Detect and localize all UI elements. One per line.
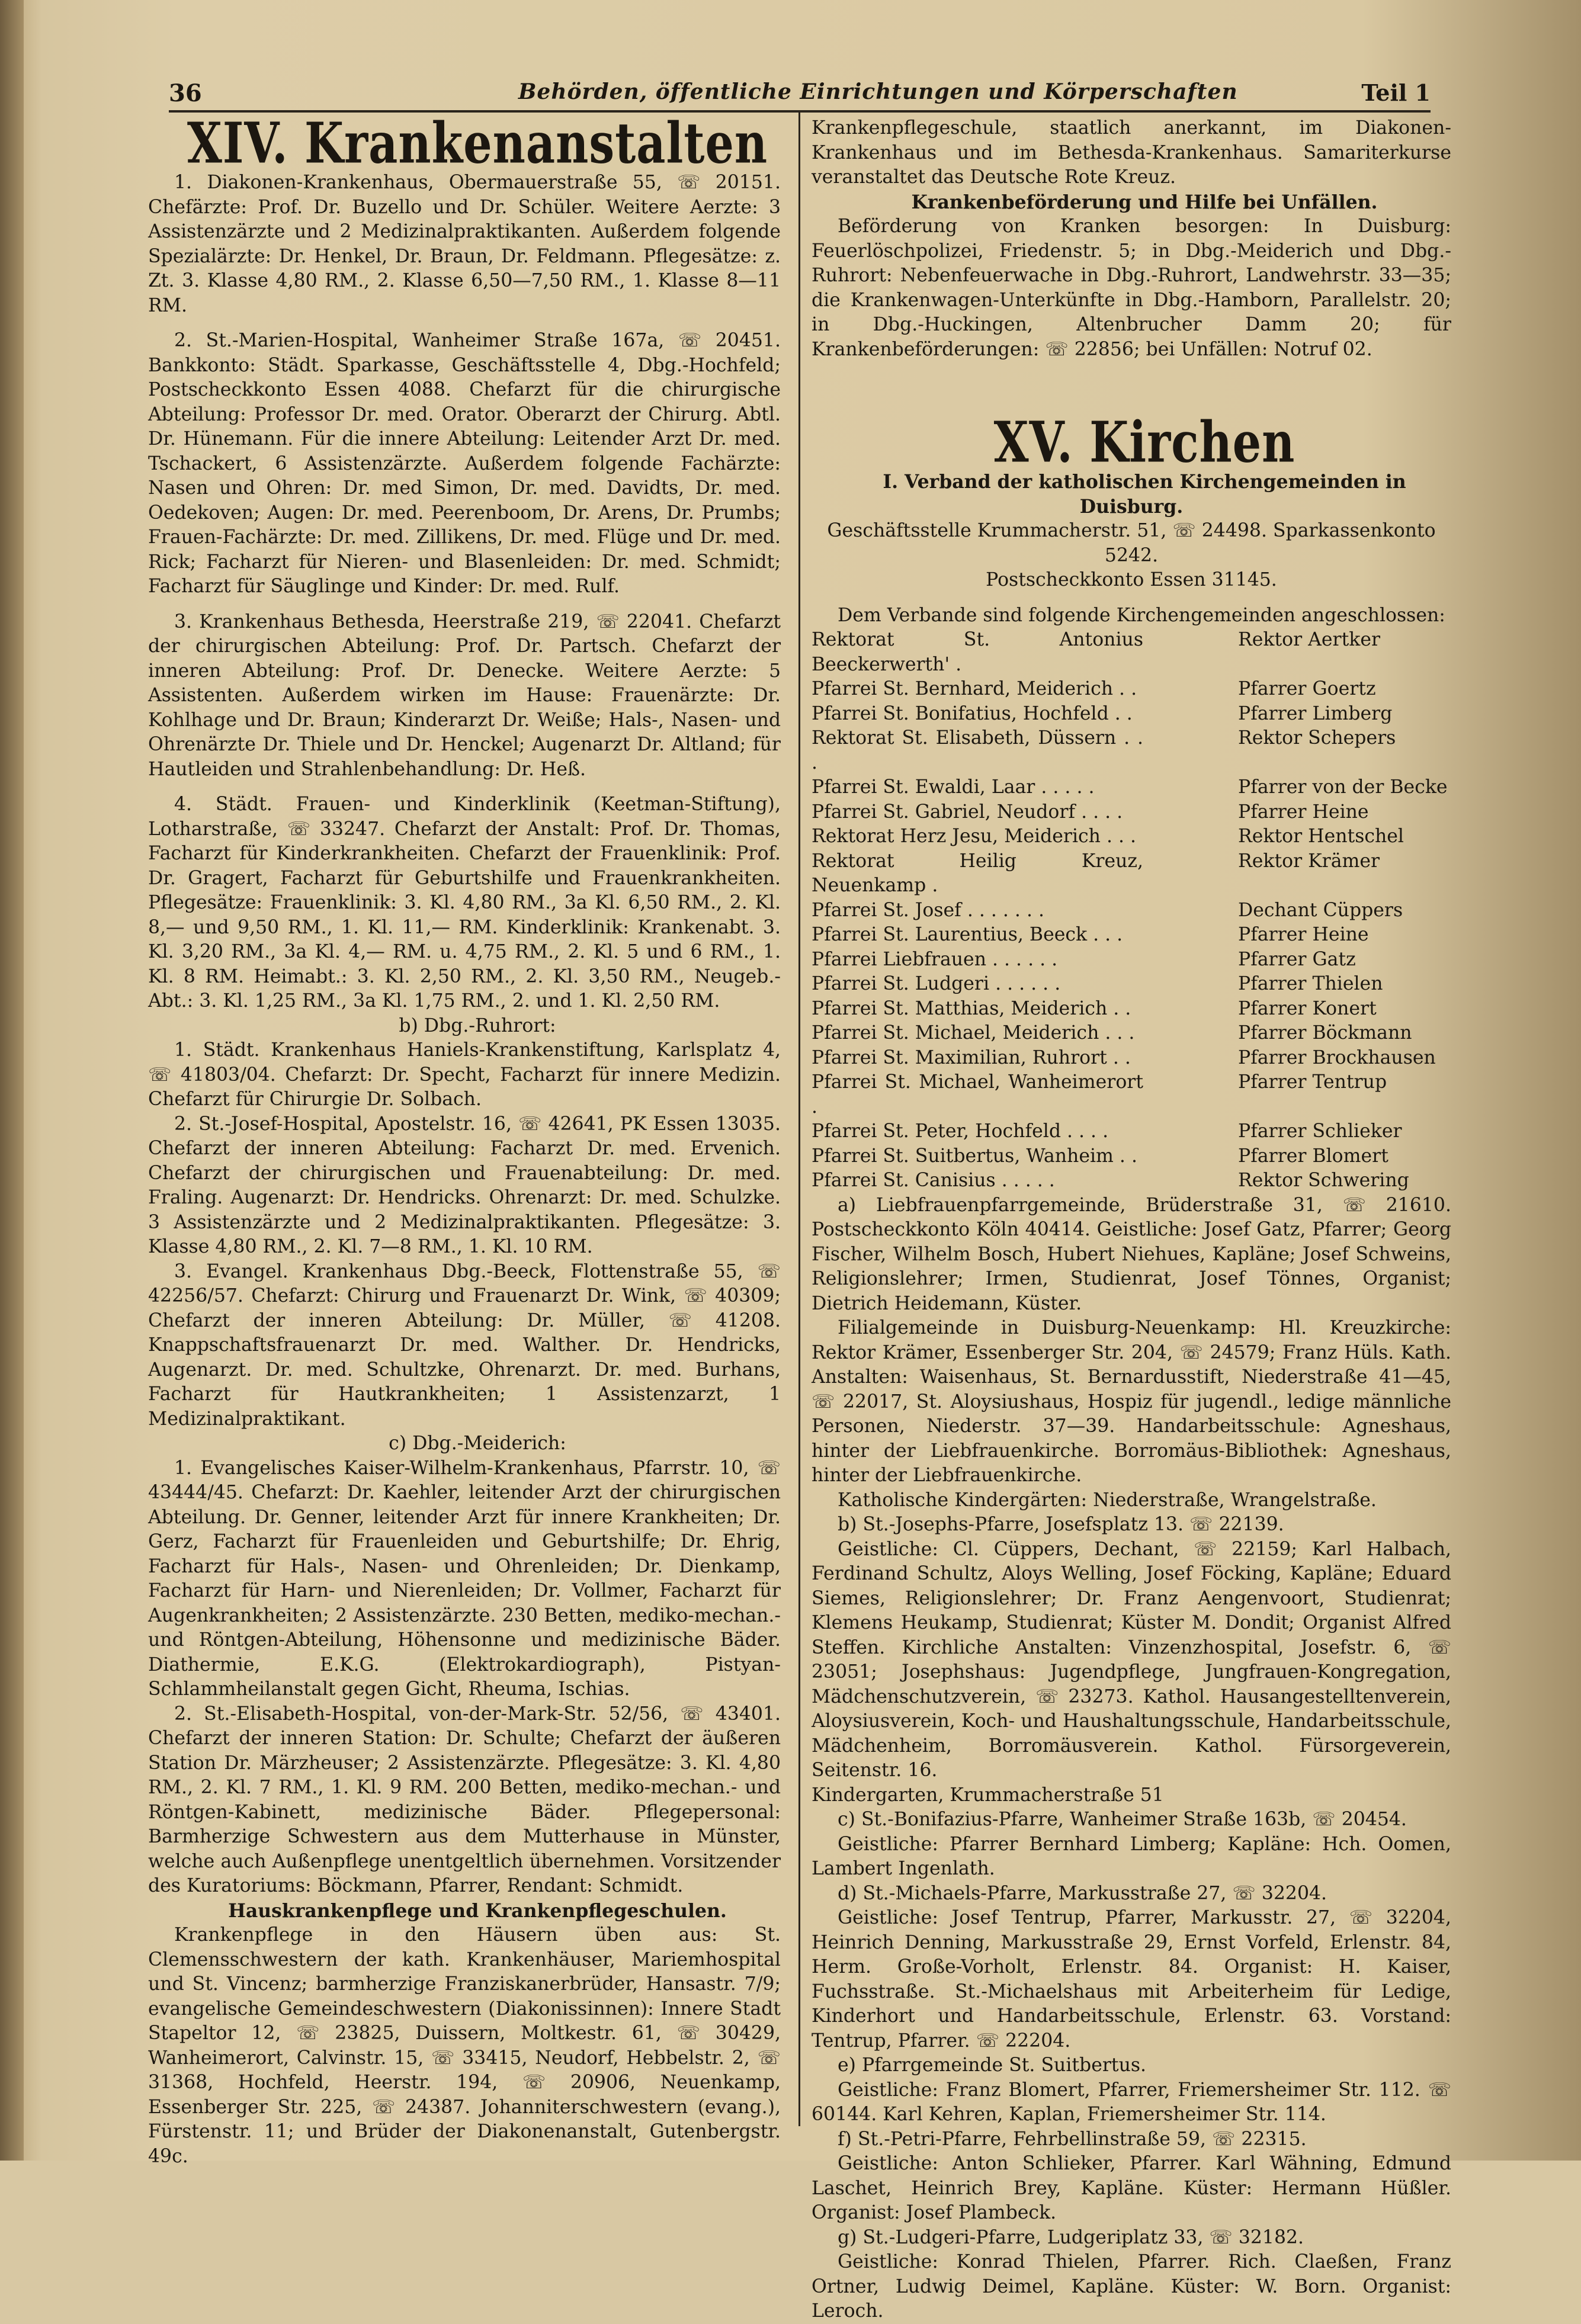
paragraph: Krankenpflegeschule, staatlich anerkannt, im Diakonen-Krankenhaus und im Bethesda-Krankenhaus. Samariterkurse veranstaltet das Deutsche Rote Kreuz.	[812, 117, 1451, 188]
parish-head: Rektor Schwering	[1238, 1170, 1409, 1191]
paragraph: 3. Krankenhaus Bethesda, Heerstraße 219, ☏ 22041. Chefarzt der chirurgischen Abteilung: Prof. Dr. Partsch. Chefarzt der inneren Abteilung: Prof. Dr. Denecke. Weitere Aerzte: 5 Assistenten. Außerdem wirken im Hause: Frauenärzte: Dr. Kohlhage und Dr. Braun; Kinderarzt Dr. Weiße; Hals-, Nasen- und Ohrenärzte Dr. Thiele und Dr. Henckel; Augenarzt Dr. Altland; für Hautleiden und Strahlenbehandlung: Dr. Heß.	[148, 611, 781, 780]
parish-head: Pfarrer Goertz	[1238, 678, 1376, 699]
parish-name: Pfarrei St. Bonifatius, Hochfeld . .	[812, 702, 1133, 724]
paragraph: 1. Evangelisches Kaiser-Wilhelm-Krankenhaus, Pfarrstr. 10, ☏ 43444/45. Chefarzt: Dr. Kaehler, leitender Arzt der chirurgischen Abteilung. Dr. Genner, leitender Arzt für innere Krankheiten; Dr. Gerz, Facharzt für Frauenleiden und Geburtshilfe; Dr. Ehrig, Facharzt für Hals-, Nasen- und Ohrenleiden; Dr. Dienkamp, Facharzt für Harn- und Nierenleiden; Dr. Vollmer, Facharzt für Augenkrankheiten; 2 Assistenzärzte. 230 Betten, mediko-mechan.- und Röntgen-Abteilung, Höhensonne und medizinische Bäder. Diathermie, E.K.G. (Elektrokardiograph), Pistyan-Schlammheilanstalt gegen Gicht, Rheuma, Ischias.	[148, 1457, 781, 1700]
parish-name: Pfarrei St. Canisius . . . . .	[812, 1170, 1055, 1191]
section-heading-churches: XV. Kirchen	[993, 409, 1295, 475]
subsection-heading: Hauskrankenpflege und Krankenpflegeschulen.	[228, 1899, 727, 1922]
page-number: 36	[169, 79, 202, 107]
parish-name: Rektorat St. Antonius Beeckerwerth' .	[812, 629, 1143, 675]
parish-name: Rektorat Heilig Kreuz, Neuenkamp .	[812, 850, 1143, 896]
parish-row	[812, 1021, 1451, 1046]
running-title: Behörden, öffentliche Einrichtungen und Körperschaften	[518, 79, 1238, 104]
parish-row	[812, 702, 1451, 727]
paragraph: a) Liebfrauenpfarrgemeinde, Brüderstraße 31, ☏ 21610. Postscheckkonto Köln 40414. Geistliche: Josef Gatz, Pfarrer; Georg Fischer, Wilhelm Bosch, Hubert Niehues, Kapläne; Josef Schweins, Religionslehrer; Irmen, Studienrat, Josef Tönnes, Organist; Dietrich Heidemann, Küster.	[812, 1194, 1451, 1314]
paragraph: Krankenpflege in den Häusern üben aus: St. Clemensschwestern der kath. Krankenhäuser, Mariemhospital und St. Vincenz; barmherzige Franziskanerbrüder, Hansastr. 7/9; evangelische Gemeindeschwestern (Diakonissinnen): Innere Stadt Stapeltor 12, ☏ 23825, Duissern, Moltkestr. 61, ☏ 30429, Wanheimerort, Calvinstr. 15, ☏ 33415, Neudorf, Hebbelstr. 2, ☏ 31368, Hochfeld, Heerstr. 194, ☏ 20906, Neuenkamp, Essenberger Str. 225, ☏ 24387. Johanniterschwestern (evang.), Fürstenstr. 11; und Brüder der Diakonenanstalt, Gutenbergstr. 49c.	[148, 1924, 781, 2167]
paragraph: Kindergarten, Krummacherstraße 51	[812, 1784, 1164, 1806]
parish-head: Rektor Krämer	[1238, 850, 1380, 872]
parish-row	[812, 923, 1451, 948]
paragraph: Geistliche: Cl. Cüppers, Dechant, ☏ 22159; Karl Halbach, Ferdinand Schultz, Aloys Welling, Josef Föcking, Kapläne; Eduard Siemes, Religionslehrer; Dr. Franz Aengenvoort, Studienrat; Klemens Heukamp, Studienrat; Küster M. Dondit; Organist Alfred Steffen. Kirchliche Anstalten: Vinzenzhospital, Josefstr. 6, ☏ 23051; Josephshaus: Jugendpflege, Jungfrauen-Kongregation, Mädchenschutzverein, ☏ 23273. Kathol. Hausangestelltenverein, Aloysiusverein, Koch- und Haushaltungsschule, Handarbeitsschule, Mädchenheim, Borromäusverein. Kathol. Fürsorgeverein, Seitenstr. 16.	[812, 1538, 1451, 1781]
left-column	[148, 110, 781, 2169]
parish-row	[812, 800, 1451, 825]
parish-name: Pfarrei St. Gabriel, Neudorf . . . .	[812, 801, 1123, 823]
parish-head: Pfarrer Tentrup	[1238, 1071, 1387, 1093]
parish-name: Pfarrei St. Ewaldi, Laar . . . . .	[812, 776, 1095, 798]
parish-head: Pfarrer Böckmann	[1238, 1022, 1412, 1044]
parish-row	[812, 628, 1451, 677]
paragraph: Geistliche: Anton Schlieker, Pfarrer. Karl Wähning, Edmund Laschet, Heinrich Brey, Kapläne. Küster: Hermann Hüßler. Organist: Josef Plambeck.	[812, 2153, 1451, 2223]
parish-list	[812, 628, 1451, 1193]
parish-row	[812, 948, 1451, 972]
office-line: Geschäftsstelle Krummacherstr. 51, ☏ 24498. Sparkassenkonto 5242.	[827, 520, 1436, 566]
paragraph: Filialgemeinde in Duisburg-Neuenkamp: Hl. Kreuzkirche: Rektor Krämer, Essenberger Str. 204, ☏ 24579; Franz Hüls. Kath. Anstalten: Waisenhaus, St. Bernardusstift, Niederstraße 41—45, ☏ 22017, St. Aloysiushaus, Hospiz für jugendl., ledige männliche Personen, Niederstr. 37—39. Handarbeitsschule: Agneshaus, hinter der Liebfrauenkirche. Borromäus-Bibliothek: Agneshaus, hinter der Liebfrauenkirche.	[812, 1317, 1451, 1486]
paragraph: 2. St.-Elisabeth-Hospital, von-der-Mark-Str. 52/56, ☏ 43401. Chefarzt der inneren Station: Dr. Schulte; Chefarzt der äußeren Station Dr. Märzheuser; 2 Assistenzärzte. Pflegesätze: 3. Kl. 4,80 RM., 2. Kl. 7 RM., 1. Kl. 9 RM. 200 Betten, mediko-mechan.- und Röntgen-Kabinett, medizinische Bäder. Pflegepersonal: Barmherzige Schwestern aus dem Mutterhause in Münster, welche auch Außenpflege unentgeltlich übernehmen. Vorsitzender des Kuratoriums: Böckmann, Pfarrer, Rendant: Schmidt.	[148, 1703, 781, 1896]
parish-head: Pfarrer Schlieker	[1238, 1121, 1402, 1142]
parish-name: Pfarrei St. Suitbertus, Wanheim . .	[812, 1145, 1137, 1167]
paragraph: 1. Diakonen-Krankenhaus, Obermauerstraße 55, ☏ 20151. Chefärzte: Prof. Dr. Buzello und Dr. Schüler. Weitere Aerzte: 3 Assistenzärzte und 2 Medizinalpraktikanten. Außerdem folgende Spezialärzte: Dr. Henkel, Dr. Braun, Dr. Feldmann. Pflegesätze: z. Zt. 3. Klasse 4,80 RM., 2. Klasse 6,50—7,50 RM., 1. Klasse 8—11 RM.	[148, 172, 781, 316]
parish-head: Pfarrer Limberg	[1238, 702, 1393, 724]
subsection-heading: b) Dbg.-Ruhrort:	[399, 1015, 556, 1036]
office-line: Postscheckkonto Essen 31145.	[986, 569, 1277, 590]
parish-row	[812, 972, 1451, 997]
subsection-heading: I. Verband der katholischen Kirchengemeinden in Duisburg.	[883, 471, 1406, 518]
paragraph: Geistliche: Franz Blomert, Pfarrer, Friemersheimer Str. 112. ☏ 60144. Karl Kehren, Kaplan, Friemersheimer Str. 114.	[812, 2079, 1451, 2125]
paragraph: Dem Verbande sind folgende Kirchengemeinden angeschlossen:	[838, 604, 1445, 626]
parish-head: Rektor Hentschel	[1238, 826, 1404, 847]
parish-row	[812, 1070, 1451, 1119]
parish-name: Pfarrei St. Matthias, Meiderich . .	[812, 997, 1131, 1019]
parish-row	[812, 677, 1451, 702]
parish-row	[812, 775, 1451, 800]
parish-row	[812, 849, 1451, 898]
parish-name: Pfarrei St. Ludgeri . . . . . .	[812, 973, 1061, 994]
paragraph: Katholische Kindergärten: Niederstraße, Wrangelstraße.	[838, 1489, 1377, 1511]
parish-head: Rektor Schepers	[1238, 727, 1396, 749]
parish-row	[812, 726, 1451, 775]
subsection-heading: Krankenbeförderung und Hilfe bei Unfällen.	[911, 191, 1378, 213]
paragraph: 3. Evangel. Krankenhaus Dbg.-Beeck, Flottenstraße 55, ☏ 42256/57. Chefarzt: Chirurg und Frauenarzt Dr. Wink, ☏ 40309; Chefarzt der inneren Abteilung: Dr. Müller, ☏ 41208. Knappschaftsfrauenarzt Dr. med. Walther. Dr. Hendricks, Augenarzt. Dr. med. Schultzke, Ohrenarzt. Dr. med. Burhans, Facharzt für Hautkrankheiten; 1 Assistenzarzt, 1 Medizinalpraktikant.	[148, 1260, 781, 1430]
parish-name: Pfarrei St. Maximilian, Ruhrort . .	[812, 1047, 1131, 1068]
parish-row	[812, 898, 1451, 923]
parish-name: Rektorat St. Elisabeth, Düssern . . .	[812, 727, 1143, 773]
page-header	[169, 76, 1431, 113]
parish-head: Pfarrer Brockhausen	[1238, 1047, 1436, 1068]
section-heading-hospitals: XIV. Krankenanstalten	[187, 110, 768, 176]
page-binding-edge	[0, 0, 24, 2161]
parish-row	[812, 1046, 1451, 1071]
part-label: Teil 1	[1361, 79, 1431, 106]
parish-head: Pfarrer Heine	[1238, 801, 1369, 823]
parish-head: Rektor Aertker	[1238, 629, 1381, 650]
paragraph: g) St.-Ludgeri-Pfarre, Ludgeriplatz 33, ☏ 32182.	[838, 2226, 1304, 2248]
parish-row	[812, 1119, 1451, 1144]
paragraph: e) Pfarrgemeinde St. Suitbertus.	[838, 2055, 1147, 2076]
column-divider	[798, 113, 800, 2126]
parish-name: Pfarrei St. Josef . . . . . . .	[812, 899, 1044, 921]
paragraph: d) St.-Michaels-Pfarre, Markusstraße 27, ☏ 32204.	[838, 1882, 1327, 1904]
parish-name: Pfarrei St. Michael, Meiderich . . .	[812, 1022, 1135, 1044]
paragraph: Geistliche: Konrad Thielen, Pfarrer. Rich. Claeßen, Franz Ortner, Ludwig Deimel, Kapläne. Küster: W. Born. Organist: Leroch.	[812, 2251, 1451, 2322]
parish-name: Pfarrei St. Peter, Hochfeld . . . .	[812, 1121, 1109, 1142]
parish-head: Pfarrer Thielen	[1238, 973, 1383, 994]
parish-head: Pfarrer Konert	[1238, 997, 1377, 1019]
paragraph: Beförderung von Kranken besorgen: In Duisburg: Feuerlöschpolizei, Friedenstr. 5; in Dbg.-Meiderich und Dbg.-Ruhrort: Nebenfeuerwache in Dbg.-Ruhrort, Landwehrstr. 33—35; die Krankenwagen-Unterkünfte in Dbg.-Hamborn, Parallelstr. 20; in Dbg.-Huckingen, Altenbrucher Damm 20; für Krankenbeförderungen: ☏ 22856; bei Unfällen: Notruf 02.	[812, 216, 1451, 360]
parish-name: Pfarrei Liebfrauen . . . . . .	[812, 948, 1058, 970]
parish-name: Pfarrei St. Bernhard, Meiderich . .	[812, 678, 1137, 699]
paragraph: b) St.-Josephs-Pfarre, Josefsplatz 13. ☏ 22139.	[838, 1514, 1284, 1535]
parish-head: Pfarrer Heine	[1238, 924, 1369, 945]
subsection-heading: c) Dbg.-Meiderich:	[389, 1433, 566, 1454]
parish-row	[812, 997, 1451, 1022]
parish-head: Pfarrer von der Becke	[1238, 776, 1448, 798]
parish-head: Dechant Cüppers	[1238, 899, 1403, 921]
paragraph: 4. Städt. Frauen- und Kinderklinik (Keetman-Stiftung), Lotharstraße, ☏ 33247. Chefarzt der Anstalt: Prof. Dr. Thomas, Facharzt für Kinderkrankheiten. Chefarzt der Frauenklinik: Prof. Dr. Gragert, Facharzt für Geburtshilfe und Frauenkrankheiten. Pflegesätze: Frauenklinik: 3. Kl. 4,80 RM., 3a Kl. 6,50 RM., 2. Kl. 8,— und 9,50 RM., 1. Kl. 11,— RM. Kinderklinik: Krankenabt. 3. Kl. 3,20 RM., 3a Kl. 4,— RM. u. 4,75 RM., 2. Kl. 5 und 6 RM., 1. Kl. 8 RM. Heimabt.: 3. Kl. 2,50 RM., 2. Kl. 3,50 RM., Neugeb.-Abt.: 3. Kl. 1,25 RM., 3a Kl. 1,75 RM., 2. und 1. Kl. 2,50 RM.	[148, 794, 781, 1012]
paragraph: 1. Städt. Krankenhaus Haniels-Krankenstiftung, Karlsplatz 4, ☏ 41803/04. Chefarzt: Dr. Specht, Facharzt für innere Medizin. Chefarzt für Chirurgie Dr. Solbach.	[148, 1039, 781, 1110]
parish-row	[812, 824, 1451, 849]
parish-row	[812, 1169, 1451, 1193]
parish-name: Rektorat Herz Jesu, Meiderich . . .	[812, 826, 1137, 847]
parish-head: Pfarrer Blomert	[1238, 1145, 1388, 1167]
parish-name: Pfarrei St. Michael, Wanheimerort .	[812, 1071, 1143, 1118]
parish-row	[812, 1144, 1451, 1169]
paragraph: Geistliche: Pfarrer Bernhard Limberg; Kapläne: Hch. Oomen, Lambert Ingenlath.	[812, 1833, 1451, 1879]
paragraph: f) St.-Petri-Pfarre, Fehrbellinstraße 59, ☏ 22315.	[838, 2128, 1307, 2150]
paragraph: 2. St.-Marien-Hospital, Wanheimer Straße 167a, ☏ 20451. Bankkonto: Städt. Sparkasse, Geschäftsstelle 4, Dbg.-Hochfeld; Postscheckkonto Essen 4088. Chefarzt für die chirurgische Abteilung: Professor Dr. med. Orator. Oberarzt der Chirurg. Abtl. Dr. Hünemann. Für die innere Abteilung: Leitender Arzt Dr. med. Tschackert, 6 Assistenzärzte. Außerdem folgende Fachärzte: Nasen und Ohren: Dr. med Simon, Dr. med. Davidts, Dr. med. Oedekoven; Augen: Dr. med. Peerenboom, Dr. Arens, Dr. Prumbs; Frauen-Fachärzte: Dr. med. Zillikens, Dr. med. Flüge und Dr. med. Rick; Facharzt für Nieren- und Blasenleiden: Dr. med. Schmidt; Facharzt für Säuglinge und Kinder: Dr. med. Rulf.	[148, 330, 781, 597]
right-column	[812, 116, 1451, 2324]
paragraph: 2. St.-Josef-Hospital, Apostelstr. 16, ☏ 42641, PK Essen 13035. Chefarzt der inneren Abteilung: Facharzt Dr. med. Ervenich. Chefarzt der chirurgischen und Frauenabteilung: Dr. med. Fraling. Augenarzt: Dr. Hendricks. Ohrenarzt: Dr. med. Schulzke. 3 Assistenzärzte und 2 Medizinalpraktikanten. Pflegesätze: 3. Klasse 4,80 RM., 2. Kl. 7—8 RM., 1. Kl. 10 RM.	[148, 1113, 781, 1257]
paragraph: c) St.-Bonifazius-Pfarre, Wanheimer Straße 163b, ☏ 20454.	[838, 1809, 1407, 1830]
paragraph: Geistliche: Josef Tentrup, Pfarrer, Markusstr. 27, ☏ 32204, Heinrich Denning, Markusstraße 29, Ernst Vorfeld, Erlenstr. 84, Herm. Große-Vorholt, Erlenstr. 84. Organist: H. Kaiser, Fuchsstraße. St.-Michaelshaus mit Arbeiterheim für Ledige, Kinderhort und Handarbeitsschule, Erlenstr. 63. Vorstand: Tentrup, Pfarrer. ☏ 22204.	[812, 1907, 1451, 2052]
parish-head: Pfarrer Gatz	[1238, 948, 1356, 970]
parish-name: Pfarrei St. Laurentius, Beeck . . .	[812, 924, 1123, 945]
